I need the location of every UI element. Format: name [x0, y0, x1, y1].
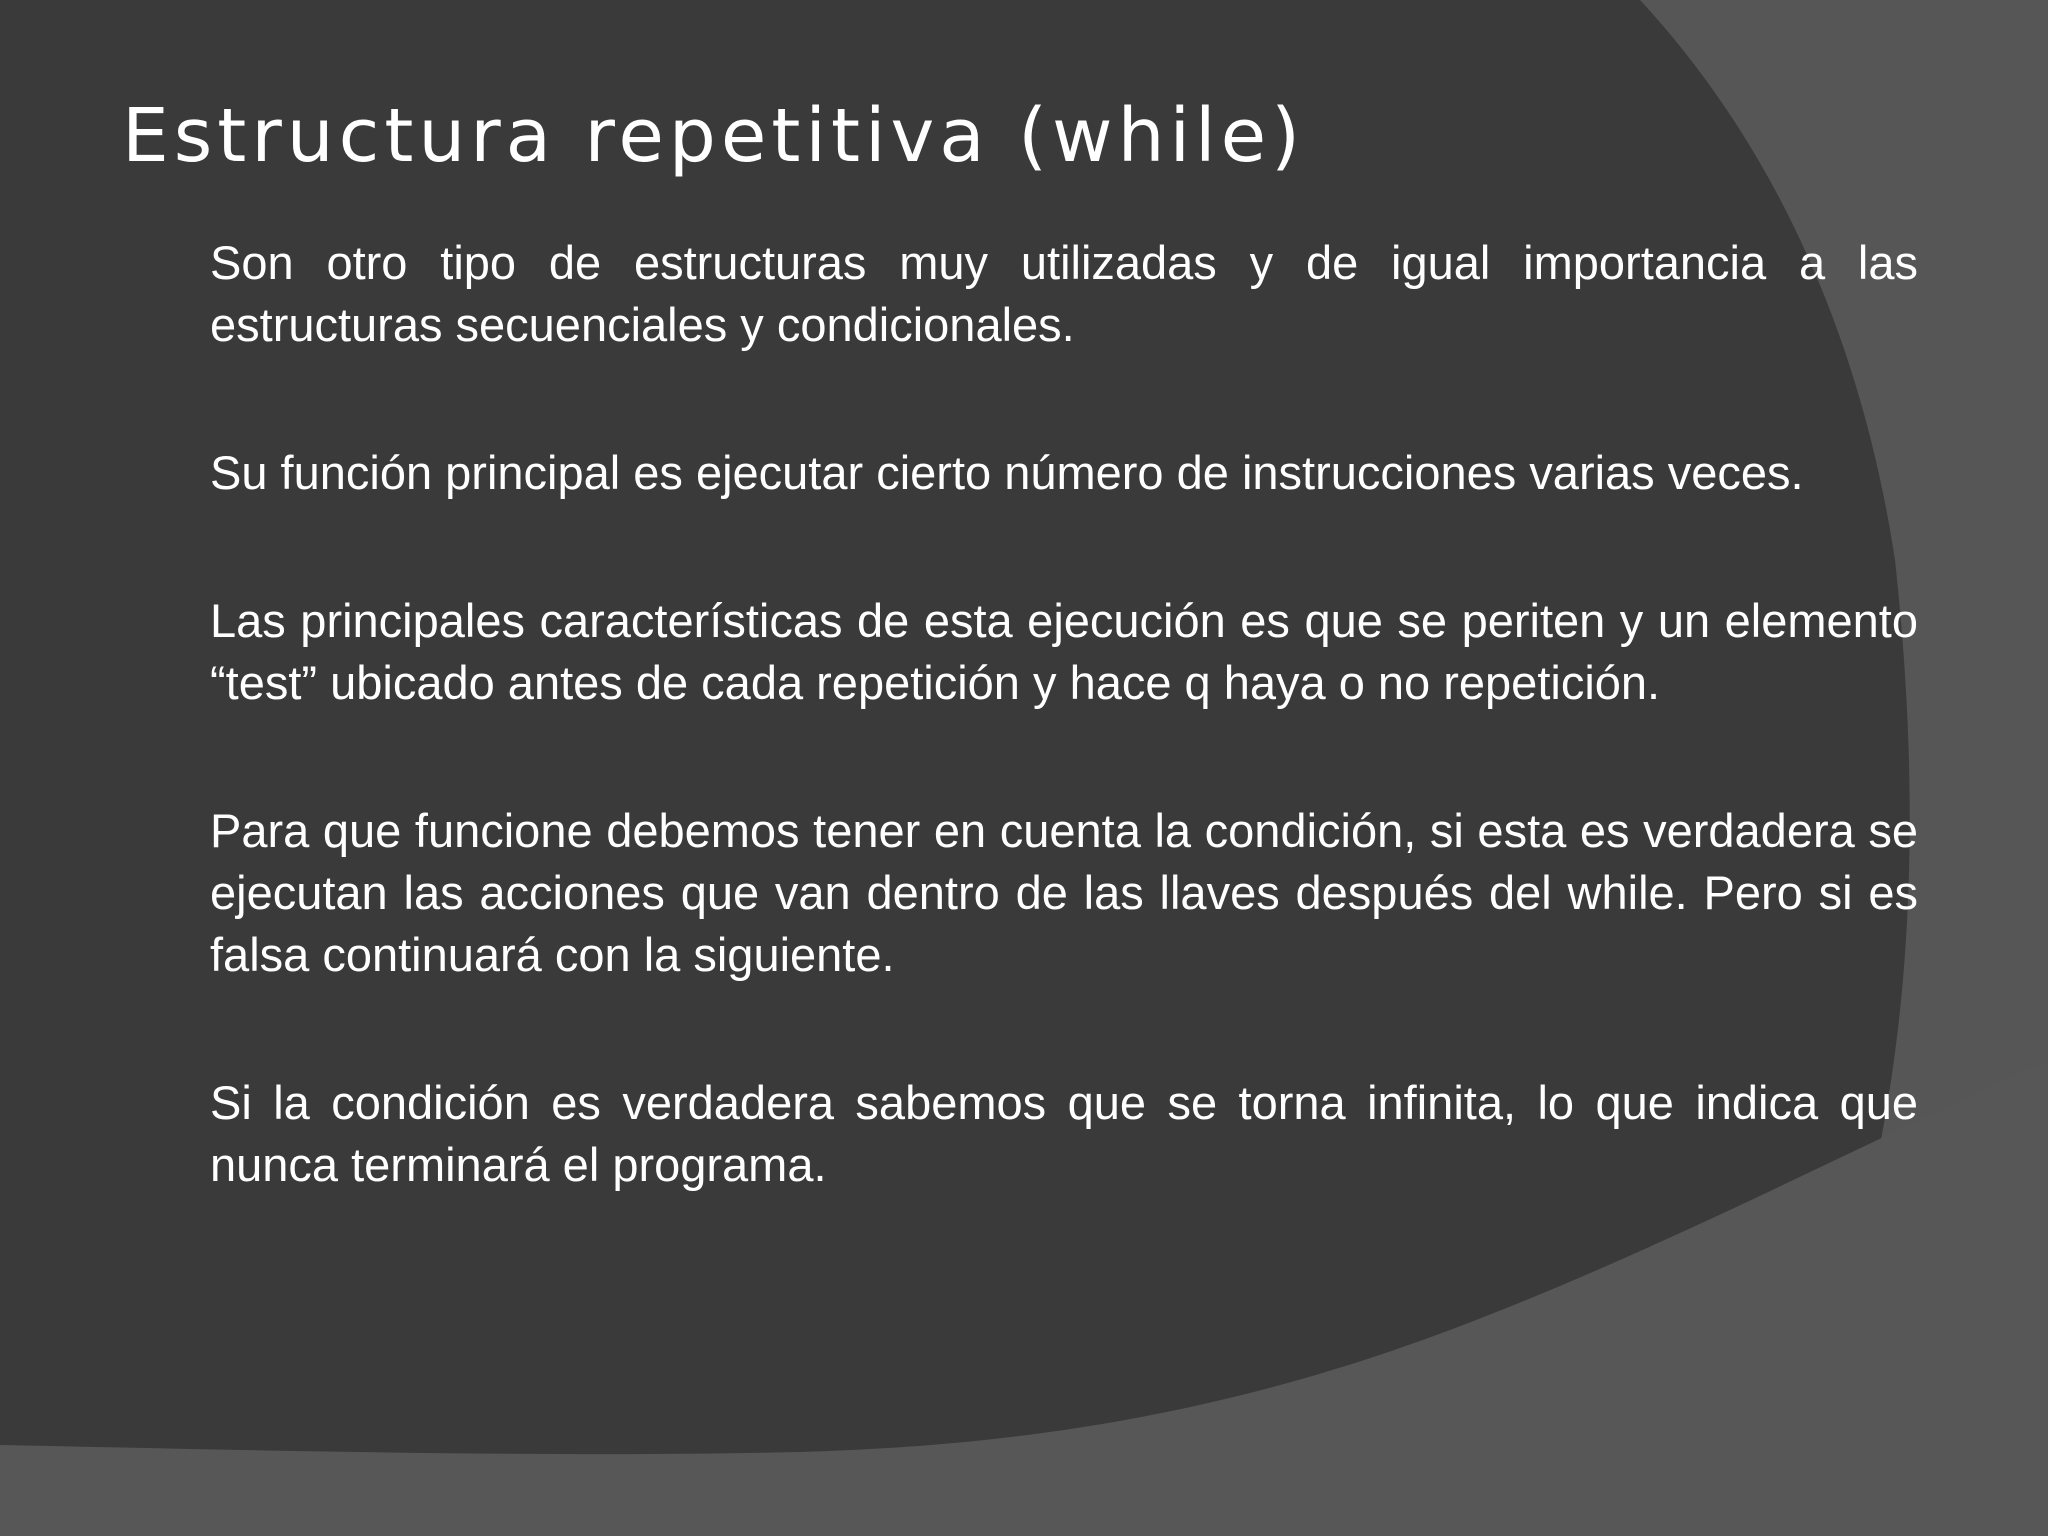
paragraph-3: Las principales características de esta ejecución es que se periten y un elemento “test” ubicado antes de cada repetición y hace q haya o no repetición.	[210, 594, 1918, 709]
slide-body	[210, 232, 1918, 1282]
paragraph-5: Si la condición es verdadera sabemos que se torna infinita, lo que indica que nunca terminará el programa.	[210, 1076, 1918, 1191]
paragraph-2: Su función principal es ejecutar cierto número de instrucciones varias veces.	[210, 446, 1804, 499]
paragraph-4: Para que funcione debemos tener en cuenta la condición, si esta es verdadera se ejecutan las acciones que van dentro de las llaves después del while. Pero si es falsa continuará con la siguiente.	[210, 804, 1918, 981]
paragraph-1: Son otro tipo de estructuras muy utilizadas y de igual importancia a las estructuras secuenciales y condicionales.	[210, 236, 1918, 351]
slide-title: Estructura repetitiva (while)	[122, 93, 1305, 179]
